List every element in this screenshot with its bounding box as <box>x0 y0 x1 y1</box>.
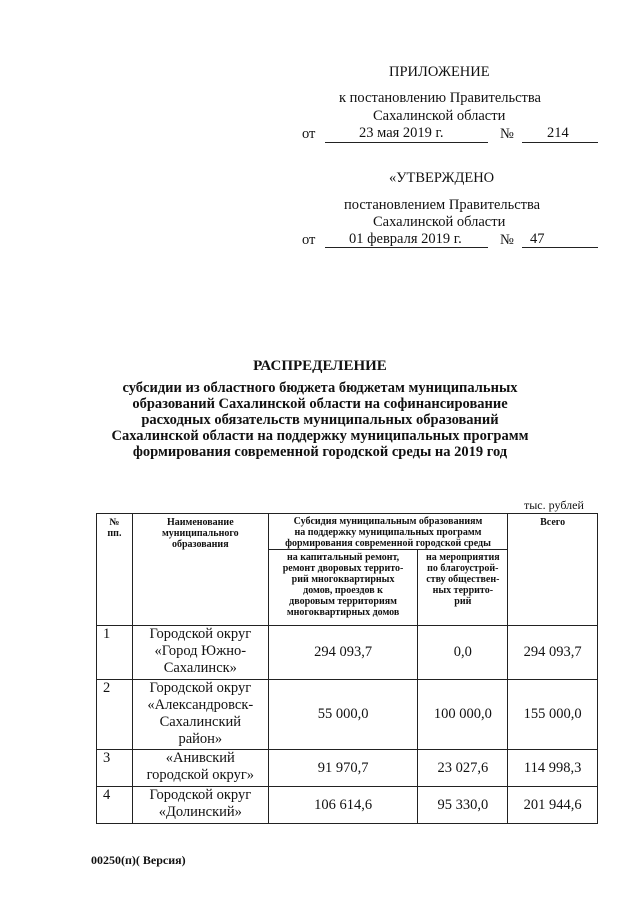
approval-date: 01 февраля 2019 г. <box>349 231 462 247</box>
row-repair: 294 093,7 <box>268 626 418 680</box>
from-label-2: от <box>302 232 316 248</box>
row-public: 95 330,0 <box>418 787 508 824</box>
row-public: 100 000,0 <box>418 680 508 750</box>
table-row <box>97 750 598 787</box>
header-subsidy: Субсидия муниципальным образованиям на поддержку муниципальных программ формирования современной городской среды <box>268 514 508 550</box>
row-repair: 55 000,0 <box>268 680 418 750</box>
row-name: Городской округ «Долинский» <box>132 787 268 824</box>
resolution-number: 214 <box>547 125 569 141</box>
header-public: на мероприятия по благоустрой- ству обществен- ных террито- рий <box>418 550 508 626</box>
from-label: от <box>302 126 316 142</box>
table-row <box>97 626 598 680</box>
appendix-label: ПРИЛОЖЕНИЕ <box>389 64 490 80</box>
row-total: 201 944,6 <box>508 787 598 824</box>
row-number: 2 <box>97 680 133 750</box>
table-row <box>97 680 598 750</box>
header-name: Наименование муниципального образования <box>132 514 268 626</box>
row-number: 1 <box>97 626 133 680</box>
document-subtitle <box>0 380 640 460</box>
table-row <box>97 787 598 824</box>
row-total: 294 093,7 <box>508 626 598 680</box>
region-label: Сахалинской области <box>373 108 506 124</box>
number-sign: № <box>500 126 514 142</box>
row-public: 23 027,6 <box>418 750 508 787</box>
subtitle-line: расходных обязательств муниципальных образований <box>141 412 499 428</box>
subtitle-line: формирования современной городской среды на 2019 год <box>132 444 508 460</box>
row-repair: 91 970,7 <box>268 750 418 787</box>
approval-number: 47 <box>530 231 545 247</box>
unit-label: тыс. рублей <box>524 498 584 512</box>
header-total: Всего <box>508 514 598 626</box>
header-no: № пп. <box>97 514 133 626</box>
row-number: 4 <box>97 787 133 824</box>
document-heading: РАСПРЕДЕЛЕНИЕ <box>253 358 387 374</box>
row-name: «Анивский городской округ» <box>132 750 268 787</box>
number-sign-2: № <box>500 232 514 248</box>
row-repair: 106 614,6 <box>268 787 418 824</box>
row-public: 0,0 <box>418 626 508 680</box>
subtitle-line: Сахалинской области на поддержку муниципальных программ <box>111 428 529 444</box>
subtitle-line: образований Сахалинской области на софинансирование <box>132 396 508 412</box>
to-resolution-label: к постановлению Правительства <box>339 90 541 106</box>
row-name: Городской округ «Город Южно- Сахалинск» <box>132 626 268 680</box>
row-name: Городской округ «Александровск- Сахалинский район» <box>132 680 268 750</box>
header-repair: на капитальный ремонт, ремонт дворовых террито- рий многоквартирных домов, проездов к дворовым территориям многоквартирных домов <box>268 550 418 626</box>
row-total: 155 000,0 <box>508 680 598 750</box>
by-resolution-label: постановлением Правительства <box>344 197 541 213</box>
row-number: 3 <box>97 750 133 787</box>
row-total: 114 998,3 <box>508 750 598 787</box>
resolution-date: 23 мая 2019 г. <box>359 125 444 141</box>
subtitle-line: субсидии из областного бюджета бюджетам муниципальных <box>122 380 518 396</box>
subsidy-table <box>96 513 598 824</box>
document-version-footer: 00250(п)( Версия) <box>91 853 186 867</box>
region-label-2: Сахалинской области <box>373 214 506 230</box>
approved-label: «УТВЕРЖДЕНО <box>389 170 495 186</box>
